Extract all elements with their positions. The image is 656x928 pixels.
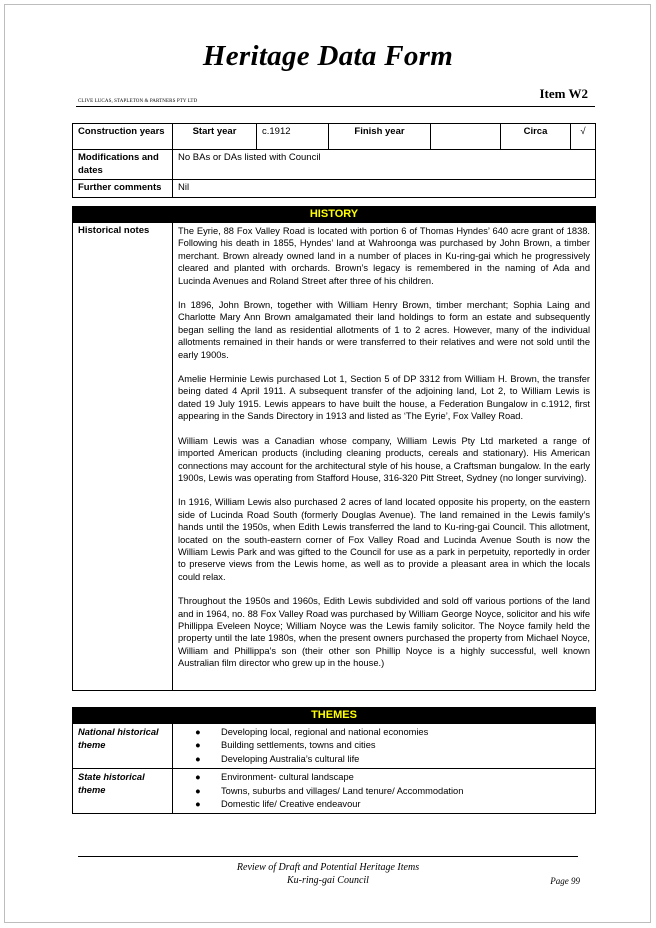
page-number: Page 99 xyxy=(550,876,580,886)
footer-divider xyxy=(78,856,578,857)
theme-list-item: ● Towns, suburbs and villages/ Land tenure/ Accommodation xyxy=(195,785,590,798)
modifications-value: No BAs or DAs listed with Council xyxy=(173,150,596,180)
history-paragraph: In 1896, John Brown, together with William Henry Brown, timber merchant; Sophia Laing and Charlotte Mary Ann Brown amalgamated their land holdings to form an estate and subsequently began selling the land as residential allotments of 1 to 2 acres. However, many of the individual allotments remained in their hands or were transferred to their relatives and were not sold until the early 1900s. xyxy=(178,300,591,360)
theme-list-item: ● Developing local, regional and national economies xyxy=(195,726,590,739)
bullet-icon: ● xyxy=(195,740,201,751)
themes-table xyxy=(72,707,596,814)
further-comments-label: Further comments xyxy=(73,180,173,198)
history-table xyxy=(72,206,596,691)
footer-council: Ku-ring-gai Council xyxy=(287,874,369,886)
further-comments-value: Nil xyxy=(173,180,596,198)
themes-banner: THEMES xyxy=(73,708,596,724)
national-theme-list xyxy=(173,724,596,769)
history-paragraph: Throughout the 1950s and 1960s, Edith Lewis subdivided and sold off various portions of the land and in 1964, no. 88 Fox Valley Road was purchased by William George Noyce, solicitor and his wife Phillippa Eveleen Noyce; William Noyce was the Lewis family solicitor. The Noyce family held the property until the late 1980s, when the present owners purchased the property from Michael Noyce, William and Phillippa’s son (their other son Phillip Noyce is a highly successful, well known Australian film director who grew up in the house.) xyxy=(178,596,591,669)
theme-list-item: ● Developing Australia’s cultural life xyxy=(195,753,590,766)
start-year-value: c.1912 xyxy=(257,124,329,150)
bullet-icon: ● xyxy=(195,785,201,796)
finish-year-value xyxy=(431,124,501,150)
history-paragraph: The Eyrie, 88 Fox Valley Road is located with portion 6 of Thomas Hyndes’ 640 acre grant of 1838. Following his death in 1855, Hyndes’ land at Wahroonga was purchased by John Brown, a timber merchant. Brown already owned land in a number of places in Ku-ring-gai which he progressively cleared and planted with orchards. Brown’s legacy is remembered in the naming of Ada and Lucinda Avenues and Roland Street after three of his children. xyxy=(178,226,591,286)
footer-report-title: Review of Draft and Potential Heritage Items xyxy=(236,862,420,873)
bullet-icon: ● xyxy=(195,799,201,810)
history-paragraph: Amelie Herminie Lewis purchased Lot 1, Section 5 of DP 3312 from William H. Brown, the transfer being dated 4 April 1911. A subsequent transfer of the adjoining land, Lot 2, to William Lewis is dated 19 July 1915. Lewis appears to have built the house, a Federation Bungalow in c.1912, first appearing in the Sands Directory in 1913 and listed as ‘The Eyrie’, Fox Valley Road. xyxy=(178,374,591,422)
history-paragraph: In 1916, William Lewis also purchased 2 acres of land located opposite his property, on the eastern side of Lucinda Road South (formerly Douglas Avenue). The land remained in the Lewis family’s hands until the 1950s, when Edith Lewis transferred the land to Ku-ring-gai Council. This allotment, located on the south-eastern corner of Fox Valley Road and Lucinda Avenue South is now the William Lewis Park and was gifted to the Council for use as a park in perpetuity, reportedly in order to preserve views from the Lewis home, as well as to provide a pleasant area in which the locals could relax. xyxy=(178,497,591,582)
finish-year-label: Finish year xyxy=(329,124,431,150)
state-theme-list xyxy=(173,769,596,814)
firm-name: CLIVE LUCAS, STAPLETON & PARTNERS PTY LTD xyxy=(78,99,198,104)
construction-table xyxy=(72,123,596,198)
state-theme-label: State historical theme xyxy=(73,769,173,814)
theme-list-item: ● Domestic life/ Creative endeavour xyxy=(195,798,590,811)
bullet-icon: ● xyxy=(195,772,201,783)
construction-years-label: Construction years xyxy=(73,124,173,150)
historical-notes-label: Historical notes xyxy=(73,223,173,691)
item-id: Item W2 xyxy=(539,86,588,101)
national-theme-label: National historical theme xyxy=(73,724,173,769)
bullet-icon: ● xyxy=(195,753,201,764)
bullet-icon: ● xyxy=(195,727,201,737)
circa-checkmark: √ xyxy=(571,124,596,150)
historical-notes-body xyxy=(173,223,596,691)
circa-label: Circa xyxy=(501,124,571,150)
page-title: Heritage Data Form xyxy=(202,40,454,72)
start-year-label: Start year xyxy=(173,124,257,150)
theme-list-item: ● Building settlements, towns and cities xyxy=(195,739,590,752)
header-divider xyxy=(76,106,595,107)
theme-list-item: ● Environment- cultural landscape xyxy=(195,771,590,784)
history-banner: HISTORY xyxy=(73,207,596,223)
history-paragraph: William Lewis was a Canadian whose company, William Lewis Pty Ltd marketed a range of imported American products (including cleaning products, cereals and stationary). His American connections may account for the architectural style of his house, a Craftsman bungalow. In the early 1900s, Lewis was operating from Stafford House, 316-320 Pitt Street, Sydney (no longer surviving). xyxy=(178,435,591,483)
modifications-label: Modifications and dates xyxy=(73,150,173,180)
